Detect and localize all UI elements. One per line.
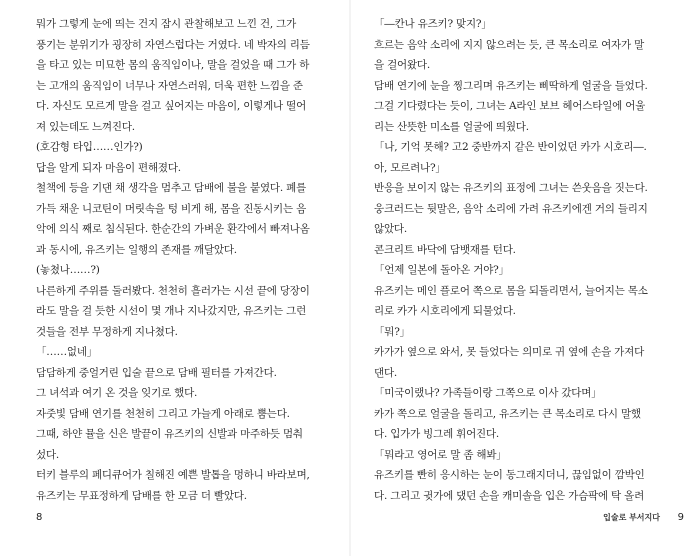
text-line: 다. 입가가 빙그레 휘어진다.	[374, 428, 500, 440]
text-line: 리는 산뜻한 미소를 얼굴에 띄웠다.	[374, 120, 529, 133]
left-page-text	[36, 14, 311, 506]
text-line: 자줏빛 담배 연기를 천천히 그리고 가늘게 아래로 뿜는다.	[36, 407, 290, 420]
text-line: 댄다.	[374, 366, 398, 379]
text-line: 카가 쪽으로 얼굴을 돌리고, 유즈키는 큰 목소리로 다시 말했	[374, 407, 641, 420]
text-line: 을 타고 있는 미묘한 몸의 움직임이나, 말을 걸었을 때 그가 하	[36, 59, 310, 71]
text-line: 가득 채운 니코틴이 머릿속을 텅 비게 해, 몸을 진동시키는 음	[36, 202, 307, 215]
text-line: 「나, 기억 못해? 고2 중반까지 같은 반이었던 카가 시호리―.	[374, 141, 647, 153]
running-title: 입술로 부서지다	[603, 513, 660, 522]
text-line: 카가가 옆으로 와서, 못 들었다는 의미로 귀 옆에 손을 가져다	[374, 346, 645, 358]
text-line: 져 있는데도 느껴진다.	[36, 120, 135, 133]
right-page	[350, 0, 700, 556]
text-line: 담배 연기에 눈을 찡그리며 유즈키는 삐딱하게 얼굴을 들었다.	[374, 79, 648, 92]
text-line: 것들을 전부 무정하게 지나쳤다.	[36, 325, 178, 338]
text-line: 그때, 하얀 뮬을 신은 발끝이 유즈키의 신발과 마주하듯 멈춰	[36, 428, 303, 440]
text-line: 「미국이랬나? 가족들이랑 그쪽으로 이사 갔다며」	[374, 387, 602, 399]
text-line: 아, 모르려나?」	[374, 161, 446, 174]
text-line: 풍기는 분위기가 굉장히 자연스럽다는 거였다. 네 박자의 리듬	[36, 38, 310, 51]
text-line: 철책에 등을 기댄 채 생각을 멈추고 담배에 불을 붙였다. 폐를	[36, 182, 307, 194]
text-line: 섰다.	[36, 448, 60, 461]
text-line: 리로 카가 시호리에게 되물었다.	[374, 305, 516, 317]
text-line: 다. 그리고 귓가에 댔던 손을 캐미솔을 입은 가슴팍에 탁 올려	[374, 489, 645, 502]
text-line: 그걸 기다렸다는 듯이, 그녀는 A라인 보브 헤어스타일에 어울	[374, 100, 646, 112]
text-line: 뭐가 그렇게 눈에 띄는 건지 잠시 관찰해보고 느낀 건, 그가	[36, 18, 297, 30]
text-line: (호감형 타입……인가?)	[36, 141, 143, 153]
text-line: 라도 말을 걸 듯한 시선이 몇 개나 지나갔지만, 유즈키는 그런	[36, 305, 307, 317]
page-number: 8	[36, 512, 43, 523]
text-line: (놓쳤나……?)	[36, 264, 100, 276]
text-line: 나른하게 주위를 둘러봤다. 천천히 흘러가는 시선 끝에 당장이	[36, 284, 310, 297]
text-line: 웅크러드는 뒷말은, 음악 소리에 가려 유즈키에겐 거의 들리지	[374, 202, 648, 215]
text-line: 다. 자신도 모르게 말을 걸고 싶어지는 마음이, 이렇게나 떨어	[36, 100, 307, 112]
text-line: 「뭐?」	[374, 325, 410, 338]
right-page-text	[374, 14, 660, 506]
text-line: 「언제 일본에 돌아온 거야?」	[374, 264, 509, 276]
text-line: 답을 알게 되자 마음이 편해졌다.	[36, 161, 181, 174]
text-line: 과 동시에, 유즈키는 일행의 존재를 깨달았다.	[36, 243, 237, 256]
text-line: 콘크리트 바닥에 담뱃재를 턴다.	[374, 243, 516, 256]
text-line: 않았다.	[374, 223, 407, 235]
text-line: 유즈키를 빤히 응시하는 눈이 동그래지더니, 끊임없이 깜박인	[374, 469, 645, 481]
text-line: 는 고개의 움직임이 너무나 자연스러워, 더욱 편한 느낌을 준	[36, 79, 303, 92]
text-line: 터키 블루의 페디큐어가 칠해진 예쁜 발톱을 멍하니 바라보며,	[36, 469, 310, 481]
text-line: 「뭐라고 영어로 말 좀 해봐」	[374, 448, 507, 461]
text-line: 악에 의식 째로 침식된다. 한순간의 가벼운 환각에서 빠져나옴	[36, 223, 310, 235]
text-line: 유즈키는 메인 플로어 쪽으로 몸을 되돌리면서, 늘어지는 목소	[374, 284, 648, 297]
page-number: 9	[677, 512, 684, 523]
text-line: 반응을 보이지 않는 유즈키의 표정에 그녀는 쓴웃음을 짓는다.	[374, 182, 648, 194]
text-line: 을 걸어왔다.	[374, 59, 430, 71]
text-line: 「……없네」	[36, 346, 98, 358]
text-line: 「―칸나 유즈키? 맞지?」	[374, 18, 492, 30]
text-line: 유즈키는 무표정하게 담배를 한 모금 더 빨았다.	[36, 489, 247, 502]
text-line: 담담하게 중얼거린 입술 끝으로 담배 필터를 가져간다.	[36, 366, 277, 379]
text-line: 흐르는 음악 소리에 지지 않으려는 듯, 큰 목소리로 여자가 말	[374, 38, 645, 51]
text-line: 그 녀석과 여기 온 것을 잊기로 했다.	[36, 387, 198, 399]
